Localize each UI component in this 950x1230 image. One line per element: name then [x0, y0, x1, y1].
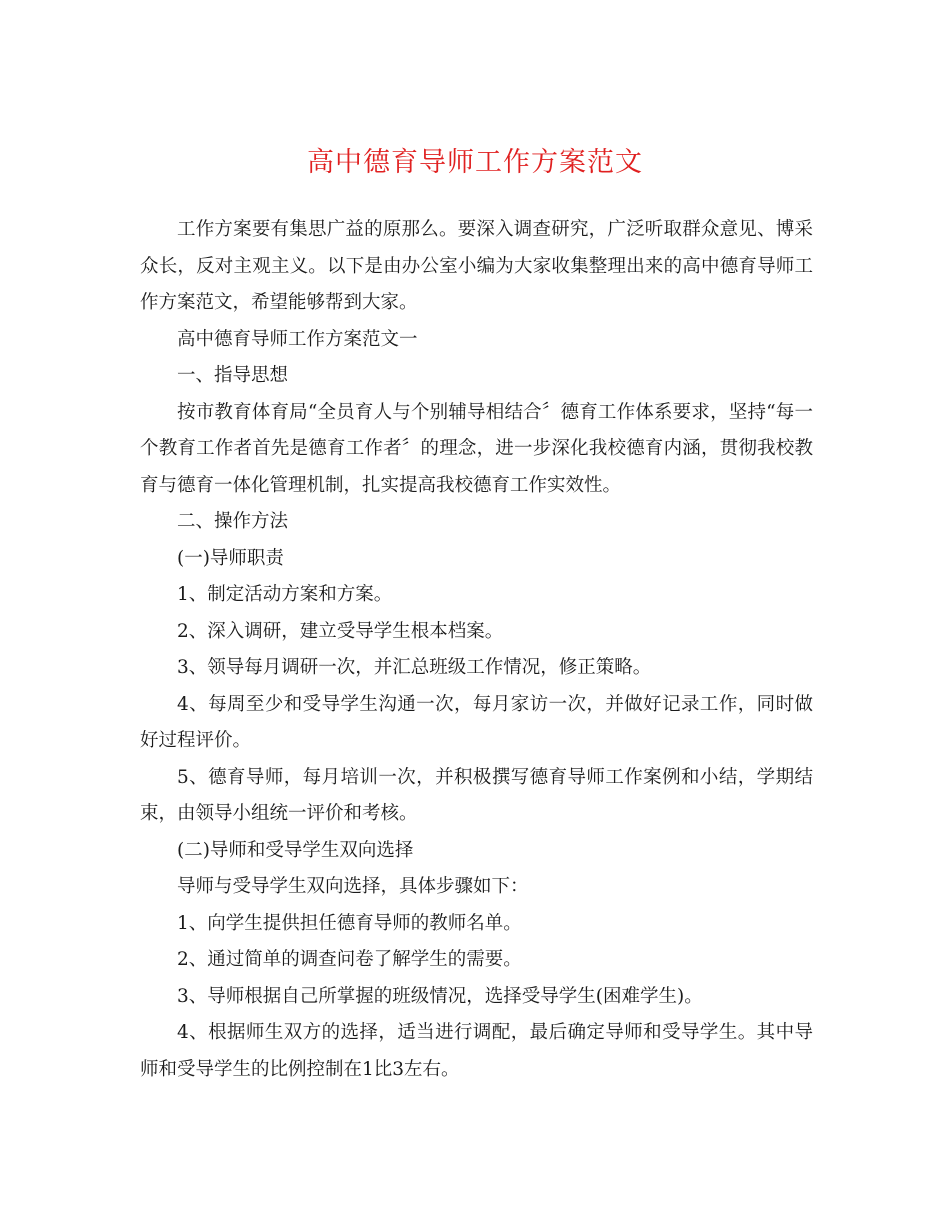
section-heading: 二、操作方法 — [177, 511, 289, 532]
paragraph: 导师与受导学生双向选择，具体步骤如下： — [177, 876, 529, 897]
document-title: 高中德育导师工作方案范文 — [307, 147, 643, 178]
list-item: 4、根据师生双方的选择，适当进行调配，最后确定导师和受导学生。其中导师和受导学生的比例控制在1比3左右。 — [140, 1022, 813, 1080]
paragraph: 按市教育体育局“全员育人与个别辅导相结合〞德育工作体系要求，坚持“每一个教育工作者首先是德育工作者〞的理念，进一步深化我校德育内涵，贯彻我校教育与德育一体化管理机制，扎实提高我校德育工作实效性。 — [140, 401, 813, 496]
list-item: 5、德育导师，每月培训一次，并积极撰写德育导师工作案例和小结，学期结束，由领导小组统一评价和考核。 — [140, 766, 813, 824]
list-item: 3、领导每月调研一次，并汇总班级工作情况，修正策略。 — [177, 657, 652, 678]
subsection-heading: (一)导师职责 — [177, 547, 284, 569]
paragraph: 高中德育导师工作方案范文一 — [177, 328, 418, 350]
list-item: 2、通过简单的调查问卷了解学生的需要。 — [177, 949, 522, 970]
list-item: 3、导师根据自己所掌握的班级情况，选择受导学生(困难学生)。 — [177, 985, 703, 1007]
list-item: 1、向学生提供担任德育导师的教师名单。 — [177, 912, 522, 934]
document-body — [140, 212, 813, 1088]
paragraph: 工作方案要有集思广益的原那么。要深入调查研究，广泛听取群众意见、博采众长，反对主观主义。以下是由办公室小编为大家收集整理出来的高中德育导师工作方案范文，希望能够帮到大家。 — [140, 219, 813, 313]
section-heading: 一、指导思想 — [177, 365, 289, 386]
list-item: 4、每周至少和受导学生沟通一次，每月家访一次，并做好记录工作，同时做好过程评价。 — [140, 693, 813, 751]
subsection-heading: (二)导师和受导学生双向选择 — [177, 839, 414, 861]
list-item: 1、制定活动方案和方案。 — [177, 584, 393, 605]
list-item: 2、深入调研，建立受导学生根本档案。 — [177, 620, 504, 642]
